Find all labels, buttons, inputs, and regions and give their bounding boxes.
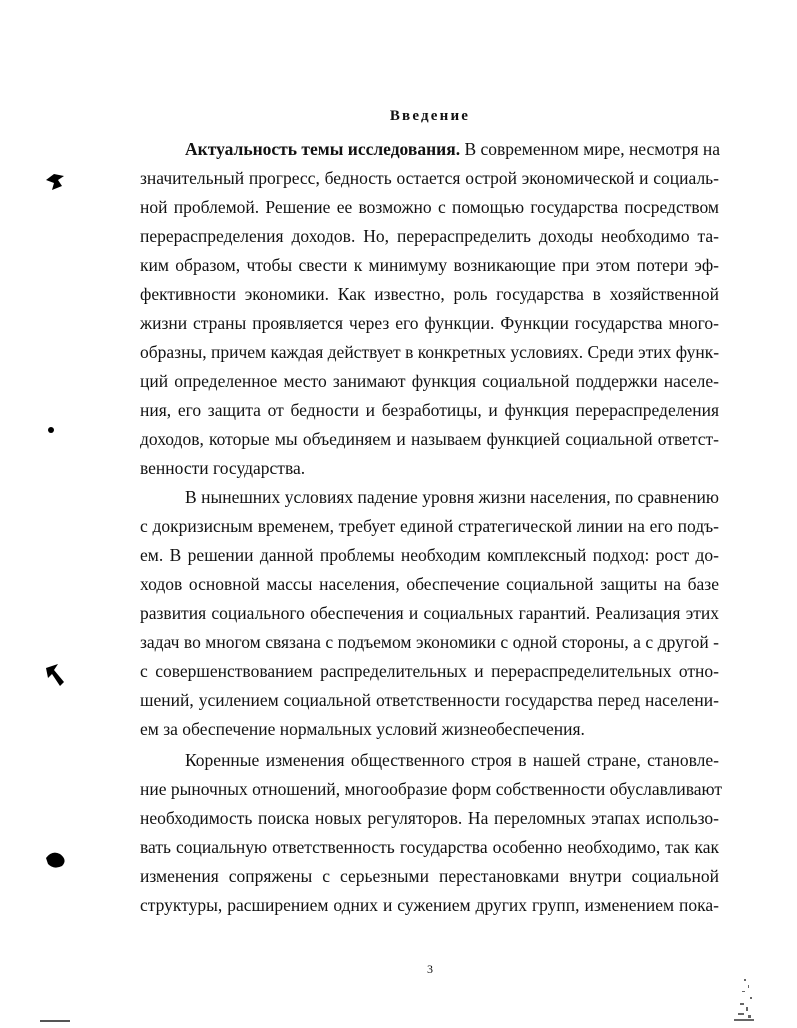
paragraph-2-line-9: ем за обеспечение нормальных условий жизнеобеспечения. (140, 719, 585, 739)
paragraph-1-line-12: венности государства. (140, 458, 306, 478)
paragraph-1-line-5: ким образом, чтобы свести к минимуму возникающие при этом потери эф- (140, 255, 719, 275)
binder-hole-mark-icon (44, 850, 68, 870)
paragraph-1-line-7: жизни страны проявляется через его функции. Функции государства много- (140, 313, 719, 333)
paragraph-1-line-6: фективности экономики. Как известно, роль государства в хозяйственной (140, 284, 719, 304)
paragraph-3-line-5: изменения сопряжены с серьезными перестановками внутри социальной (140, 866, 719, 886)
paragraph-1-line-2: значительный прогресс, бедность остается острой экономической и социаль- (140, 168, 719, 188)
paragraph-2-line-5: развития социального обеспечения и социальных гарантий. Реализация этих (140, 603, 719, 623)
paragraph-text: В современном мире, несмотря на (460, 139, 721, 159)
page-title: Введение (389, 108, 471, 124)
paragraph-3-line-1: Коренные изменения общественного строя в нашей стране, становле- (185, 750, 719, 770)
paragraph-3-line-3: необходимость поиска новых регуляторов. На переломных этапах использо- (140, 808, 719, 828)
binder-hole-mark-icon (44, 662, 68, 688)
scan-noise-icon (730, 975, 760, 1025)
paragraph-1-line-4: перераспределения доходов. Но, перераспределить доходы необходимо та- (140, 226, 719, 246)
paragraph-3-line-6: структуры, расширением одних и сужением других групп, изменением пока- (140, 895, 719, 915)
paragraph-2-line-3: ем. В решении данной проблемы необходим комплексный подход: рост до- (140, 545, 719, 565)
scan-speck-icon (46, 424, 56, 436)
topic-relevance-lead: Актуальность темы исследования. (185, 139, 461, 159)
paragraph-2-line-7: с совершенствованием распределительных и перераспределительных отно- (140, 661, 719, 681)
paragraph-2-line-6: задач во многом связана с подъемом экономики с одной стороны, а с другой - (140, 632, 719, 652)
paragraph-3-line-2: ние рыночных отношений, многообразие форм собственности обуславливают (140, 779, 723, 799)
paragraph-2-line-2: с докризисным временем, требует единой стратегической линии на его подъ- (140, 516, 719, 536)
paragraph-1-line-3: ной проблемой. Решение ее возможно с помощью государства посредством (140, 197, 719, 217)
paragraph-1-line-8: образны, причем каждая действует в конкретных условиях. Среди этих функ- (140, 342, 720, 362)
paragraph-1-line-9: ций определенное место занимают функция социальной поддержки населе- (140, 371, 719, 391)
paragraph-1-line-11: доходов, которые мы объединяем и называем функцией социальной ответст- (140, 429, 719, 449)
page-number: 3 (427, 962, 433, 976)
paragraph-3-line-4: вать социальную ответственность государства особенно необходимо, так как (140, 837, 719, 857)
paragraph-1-line-1 (185, 138, 719, 160)
binder-hole-mark-icon (44, 172, 66, 192)
paragraph-2-line-1: В нынешних условиях падение уровня жизни населения, по сравнению (185, 487, 719, 507)
paragraph-2-line-4: ходов основной массы населения, обеспечение социальной защиты на базе (140, 574, 719, 594)
scan-edge-line (40, 1020, 70, 1022)
paragraph-1-line-10: ния, его защита от бедности и безработицы, и функция перераспределения (140, 400, 719, 420)
paragraph-2-line-8: шений, усилением социальной ответственности государства перед населени- (140, 690, 719, 710)
